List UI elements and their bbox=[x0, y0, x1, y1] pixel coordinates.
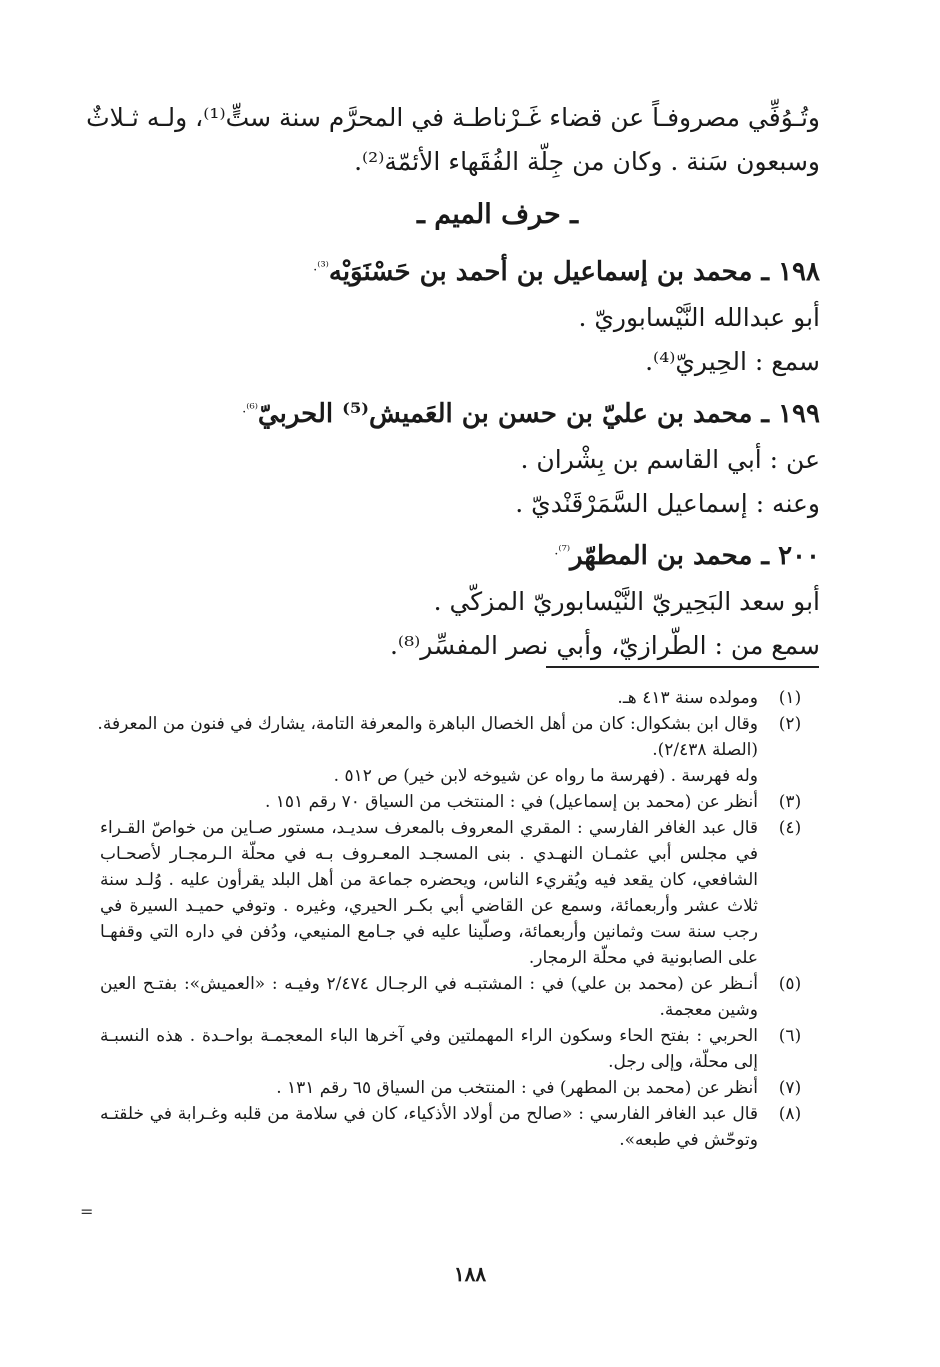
footnote-8: (٨) قال عبد الغافر الفارسي : «صالح من أولاد الأذكياء، كان في سلامة من قلبه وغـرابة في خلقتـه وتوحّش في طبعه». bbox=[100, 1104, 802, 1150]
entry-title-200: ٢٠٠ ـ محمد بن المطهّر$^{^{(7)}.}$ bbox=[554, 541, 820, 571]
page-number: ١٨٨ bbox=[453, 1262, 487, 1286]
footnote-1: (١) ومولده سنة ٤١٣ هـ. bbox=[617, 688, 802, 708]
entry-198-line-1: أبو عبدالله النَّيْسابوريّ . bbox=[578, 303, 820, 332]
section-heading: ـ حرف الميم ـ bbox=[416, 199, 579, 230]
intro-line-2: وسبعون سَنة . وكان من جِلّة الفُقَهاء الأئمّة⁽²⁾. bbox=[354, 147, 820, 176]
main-text bbox=[86, 96, 820, 668]
entry-title-198: ١٩٨ ـ محمد بن إسماعيل بن أحمد بن حَسْنَوَيْه$^{^{(3)}.}$ bbox=[313, 257, 820, 287]
footnote-7: (٧) أنظر عن (محمد بن المطهر) في : المنتخب من السياق ٦٥ رقم ١٣١ . bbox=[276, 1078, 802, 1098]
footnote-4: (٤) قال عبد الغافر الفارسي : المقري المعروف بالمعرف سديـد، مستور صـاين من خواصّ القـراء في مجلس أبي عثمـان النهـدي . بنى المسجـد المعـروف بـه في محلّة الـرمجـار لأصحـاب الشافعي، كان يقعد فيه ويُقريء الناس، ويحضره جماعة من أهل البلد يقرأون عليه . وُلـد سنة ثلاث عشر وأربعمائة، وسمع عن القاضي أبي بكـر الحيري، وغيره . وتوفي حميـد السيرة في رجب سنة ست وثمانين وأربعمائة، وصلّينا عليه في جـامع المنيعي، ودُفن في داره التي وقفهـا على الصابونية في محلّة الرمجار. bbox=[100, 818, 802, 968]
footnotes bbox=[97, 685, 822, 1153]
footnote-divider bbox=[546, 666, 819, 668]
entry-199-line-2: وعنه : إسماعيل السَّمَرْقَنْديّ . bbox=[515, 489, 820, 518]
entry-200-line-2: سمع من : الطّرازيّ، وأبي نصر المفسِّر⁽⁸⁾. bbox=[389, 631, 820, 660]
footnote-2-continued: وله فهرسة . (فهرسة ما رواه عن شيوخه لابن خير) ص ٥١٢ . bbox=[333, 766, 758, 786]
entry-200-line-1: أبو سعد البَحِيريّ النَّيْسابوريّ المزكّي . bbox=[433, 587, 820, 616]
footnote-5: (٥) أنـظر عن (محمد بن علي) في : المشتبـه في الرجـال ٢/٤٧٤ وفيـه : «العميش»: بفتـح العين وشين معجمة. bbox=[100, 974, 802, 1020]
entry-199-line-1: عن : أبي القاسم بن بِشْران . bbox=[520, 445, 820, 474]
footnote-2: (٢) وقال ابن بشكوال: كان من أهل الخصال الباهرة والمعرفة التامة، يشارك في فنون من المعرفة. (الصلة ٢/٤٣٨). bbox=[97, 714, 802, 760]
intro-line-1: وتُـوُفِّي مصروفـاً عن قضاء غَـرْناطـة في المحرَّم سنة ستٍّ⁽¹⁾، ولـه ثـلاثٌ bbox=[86, 103, 820, 132]
footnote-6: (٦) الحربي : بفتح الحاء وسكون الراء المهملتين وفي آخرها الباء المعجمـة بواحـدة . هذه النسبـة إلى محلّة، وإلى رجل. bbox=[100, 1026, 802, 1072]
margin-mark: = bbox=[80, 1202, 94, 1221]
footnote-3: (٣) أنظر عن (محمد بن إسماعيل) في : المنتخب من السياق ٧٠ رقم ١٥١ . bbox=[264, 792, 802, 812]
entry-title-199: ١٩٩ ـ محمد بن عليّ بن حسن بن العَميش⁽⁵⁾ الحربيّ$^{^{(6)}.}$ bbox=[242, 399, 820, 429]
entry-198-line-2: سمع : الحِيريّ⁽⁴⁾. bbox=[645, 347, 820, 376]
